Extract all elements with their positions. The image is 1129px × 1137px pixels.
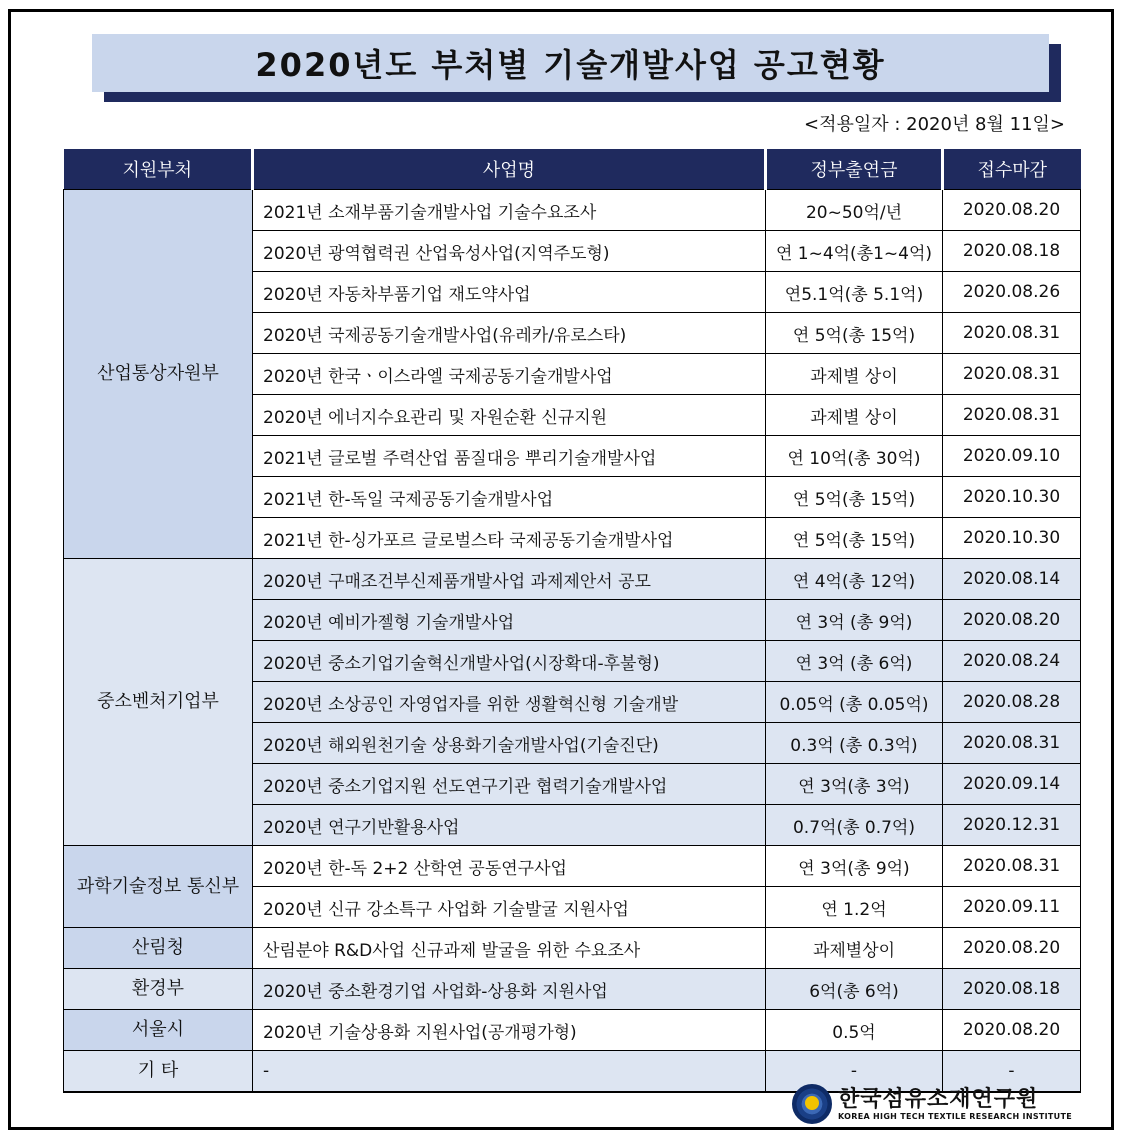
funding-cell: 연 3억(총 9억) — [766, 846, 943, 887]
program-name-cell: 2020년 중소기업지원 선도연구기관 협력기술개발사업 — [253, 764, 766, 805]
dept-cell: 환경부 — [64, 969, 253, 1010]
deadline-cell: 2020.08.20 — [943, 190, 1081, 231]
deadline-cell: 2020.08.24 — [943, 641, 1081, 682]
deadline-cell: 2020.09.14 — [943, 764, 1081, 805]
dept-cell: 과학기술정보 통신부 — [64, 846, 253, 928]
institute-logo — [792, 1082, 1082, 1126]
program-name-cell: 2020년 중소환경기업 사업화-상용화 지원사업 — [253, 969, 766, 1010]
program-name-cell: 2020년 에너지수요관리 및 자원순환 신규지원 — [253, 395, 766, 436]
deadline-cell: 2020.08.31 — [943, 313, 1081, 354]
deadline-cell: 2020.08.14 — [943, 559, 1081, 600]
funding-cell: 연 3억 (총 9억) — [766, 600, 943, 641]
program-name-cell: 2021년 한-독일 국제공동기술개발사업 — [253, 477, 766, 518]
deadline-cell: 2020.12.31 — [943, 805, 1081, 846]
table-row — [64, 190, 1081, 231]
funding-cell: 연 5억(총 15억) — [766, 313, 943, 354]
dept-cell: 서울시 — [64, 1010, 253, 1051]
dept-cell: 산업통상자원부 — [64, 190, 253, 559]
program-name-cell: 2020년 연구기반활용사업 — [253, 805, 766, 846]
funding-cell: 0.05억 (총 0.05억) — [766, 682, 943, 723]
deadline-cell: 2020.08.18 — [943, 231, 1081, 272]
program-name-cell: 2021년 한-싱가포르 글로벌스타 국제공동기술개발사업 — [253, 518, 766, 559]
table-row — [64, 928, 1081, 969]
deadline-cell: 2020.08.31 — [943, 846, 1081, 887]
table-row — [64, 1010, 1081, 1051]
deadline-cell: 2020.08.26 — [943, 272, 1081, 313]
funding-cell: 연 4억(총 12억) — [766, 559, 943, 600]
deadline-cell: - — [943, 1051, 1081, 1093]
program-name-cell: 2020년 소상공인 자영업자를 위한 생활혁신형 기술개발 — [253, 682, 766, 723]
table-body — [64, 190, 1081, 1093]
funding-cell: 연 3억(총 3억) — [766, 764, 943, 805]
program-name-cell: 2020년 신규 강소특구 사업화 기술발굴 지원사업 — [253, 887, 766, 928]
deadline-cell: 2020.09.11 — [943, 887, 1081, 928]
deadline-cell: 2020.10.30 — [943, 477, 1081, 518]
column-header-program: 사업명 — [253, 149, 766, 190]
program-name-cell: 2020년 예비가젤형 기술개발사업 — [253, 600, 766, 641]
funding-cell: 6억(총 6억) — [766, 969, 943, 1010]
announcement-table — [63, 149, 1081, 1093]
funding-cell: 연 5억(총 15억) — [766, 477, 943, 518]
funding-cell: 과제별상이 — [766, 928, 943, 969]
page-title: 2020년도 부처별 기술개발사업 공고현황 — [92, 34, 1049, 92]
funding-cell: 20~50억/년 — [766, 190, 943, 231]
column-header-deadline: 접수마감 — [943, 149, 1081, 190]
logo-name-english: KOREA HIGH TECH TEXTILE RESEARCH INSTITUTE — [838, 1112, 1073, 1121]
deadline-cell: 2020.08.20 — [943, 1010, 1081, 1051]
dept-cell: 기 타 — [64, 1051, 253, 1093]
program-name-cell: 2020년 광역협력권 산업육성사업(지역주도형) — [253, 231, 766, 272]
funding-cell: 연5.1억(총 5.1억) — [766, 272, 943, 313]
funding-cell: 연 1.2억 — [766, 887, 943, 928]
program-name-cell: - — [253, 1051, 766, 1093]
funding-cell: 연 10억(총 30억) — [766, 436, 943, 477]
deadline-cell: 2020.08.18 — [943, 969, 1081, 1010]
deadline-cell: 2020.08.31 — [943, 395, 1081, 436]
program-name-cell: 2020년 한국ㆍ이스라엘 국제공동기술개발사업 — [253, 354, 766, 395]
deadline-cell: 2020.08.20 — [943, 600, 1081, 641]
institute-emblem-icon — [792, 1084, 832, 1124]
program-name-cell: 2021년 글로벌 주력산업 품질대응 뿌리기술개발사업 — [253, 436, 766, 477]
program-name-cell: 2020년 국제공동기술개발사업(유레카/유로스타) — [253, 313, 766, 354]
deadline-cell: 2020.08.31 — [943, 723, 1081, 764]
apply-date: <적용일자 : 2020년 8월 11일> — [804, 114, 1065, 135]
program-name-cell: 산림분야 R&D사업 신규과제 발굴을 위한 수요조사 — [253, 928, 766, 969]
program-name-cell: 2020년 기술상용화 지원사업(공개평가형) — [253, 1010, 766, 1051]
funding-cell: 0.5억 — [766, 1010, 943, 1051]
deadline-cell: 2020.08.20 — [943, 928, 1081, 969]
column-header-dept: 지원부처 — [64, 149, 253, 190]
funding-cell: 연 5억(총 15억) — [766, 518, 943, 559]
funding-cell: 연 1~4억(총1~4억) — [766, 231, 943, 272]
program-name-cell: 2020년 자동차부품기업 재도약사업 — [253, 272, 766, 313]
funding-cell: 0.3억 (총 0.3억) — [766, 723, 943, 764]
deadline-cell: 2020.08.28 — [943, 682, 1081, 723]
table-row — [64, 969, 1081, 1010]
deadline-cell: 2020.09.10 — [943, 436, 1081, 477]
deadline-cell: 2020.08.31 — [943, 354, 1081, 395]
funding-cell: 과제별 상이 — [766, 354, 943, 395]
program-name-cell: 2020년 중소기업기술혁신개발사업(시장확대-후불형) — [253, 641, 766, 682]
table-row — [64, 559, 1081, 600]
program-name-cell: 2020년 한-독 2+2 산학연 공동연구사업 — [253, 846, 766, 887]
funding-cell: 연 3억 (총 6억) — [766, 641, 943, 682]
program-name-cell: 2020년 구매조건부신제품개발사업 과제제안서 공모 — [253, 559, 766, 600]
program-name-cell: 2020년 해외원천기술 상용화기술개발사업(기술진단) — [253, 723, 766, 764]
column-header-funding: 정부출연금 — [766, 149, 943, 190]
funding-cell: 과제별 상이 — [766, 395, 943, 436]
table-row — [64, 846, 1081, 887]
table-header-row — [64, 149, 1081, 190]
logo-name-korean: 한국섬유소재연구원 — [838, 1087, 1039, 1112]
funding-cell: 0.7억(총 0.7억) — [766, 805, 943, 846]
deadline-cell: 2020.10.30 — [943, 518, 1081, 559]
program-name-cell: 2021년 소재부품기술개발사업 기술수요조사 — [253, 190, 766, 231]
dept-cell: 중소벤처기업부 — [64, 559, 253, 846]
dept-cell: 산림청 — [64, 928, 253, 969]
funding-cell: - — [766, 1051, 943, 1093]
